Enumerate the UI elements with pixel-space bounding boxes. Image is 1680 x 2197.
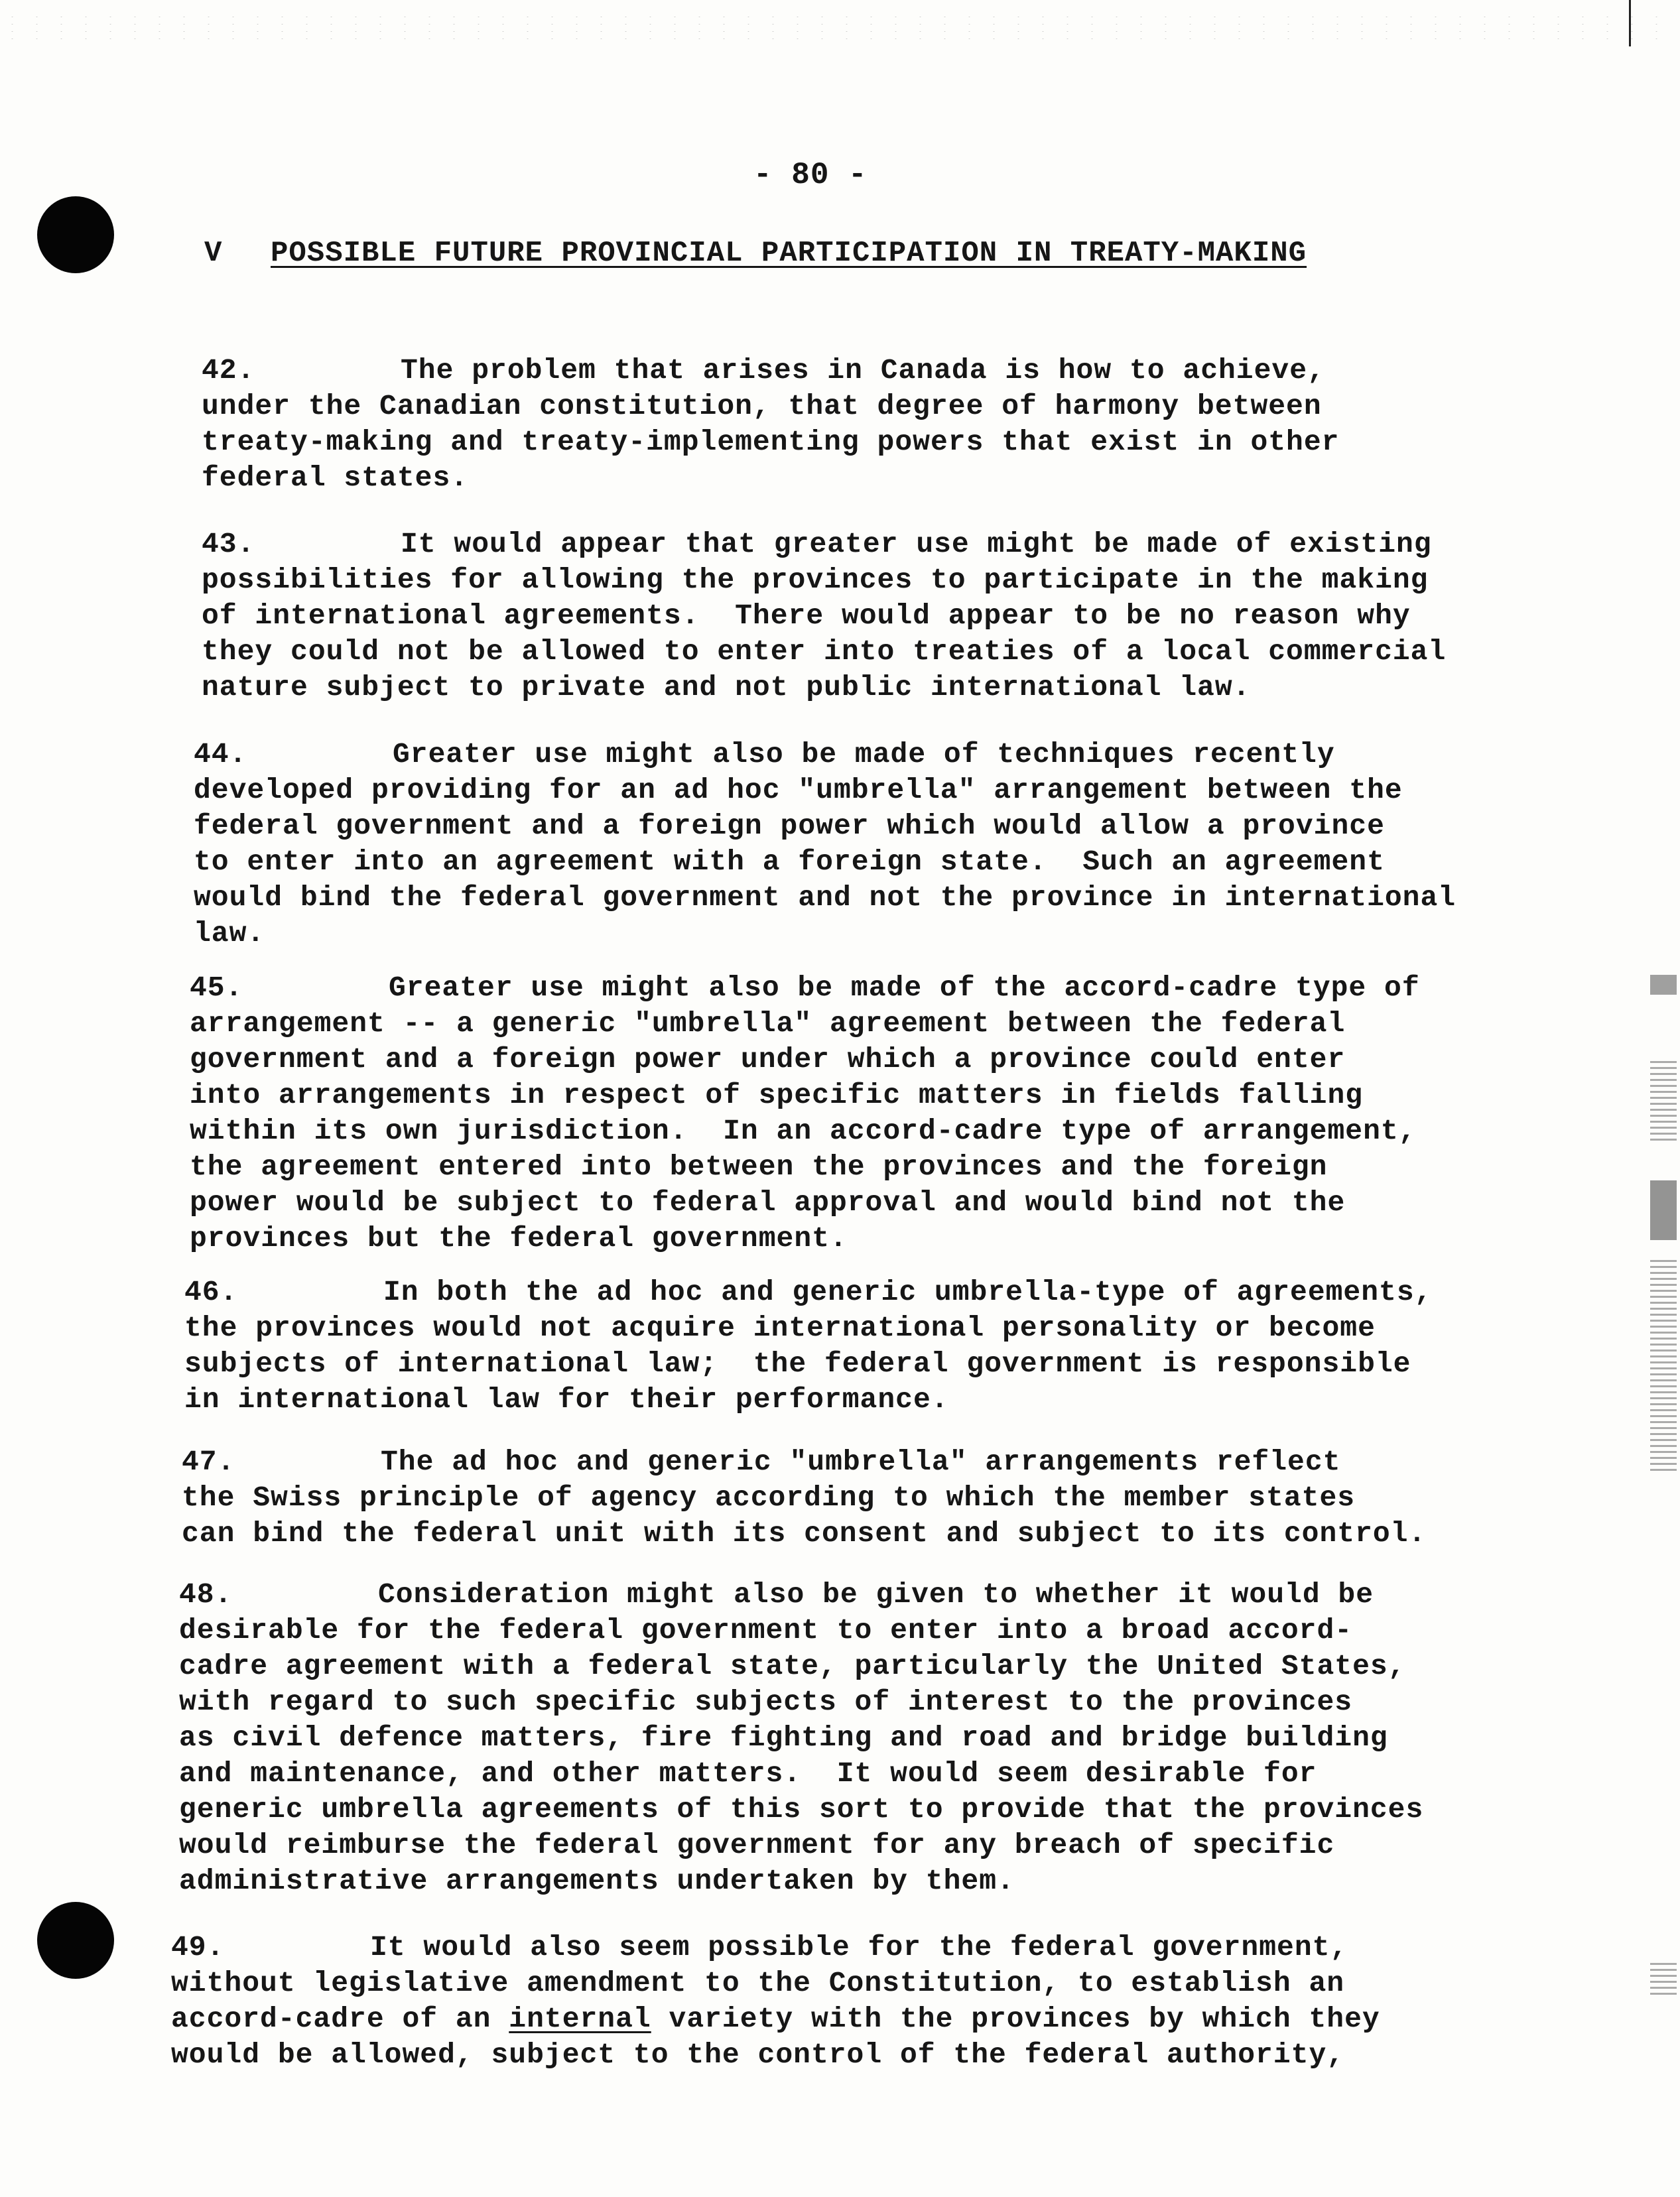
page-number: - 80 - [753, 158, 868, 192]
paragraph-line: and maintenance, and other matters. It would seem desirable for [179, 1757, 1317, 1790]
paragraph-line: of international agreements. There would appear to be no reason why [202, 599, 1411, 632]
paragraph-line: federal government and a foreign power which would allow a province [194, 810, 1385, 842]
paragraph-line: law. [194, 917, 265, 950]
paragraph-line: provinces but the federal government. [190, 1222, 848, 1255]
paragraph-number: 46. [184, 1276, 238, 1308]
section-title: POSSIBLE FUTURE PROVINCIAL PARTICIPATION IN TREATY-MAKING [271, 237, 1307, 270]
paragraph-line: with regard to such specific subjects of interest to the provinces [179, 1686, 1353, 1718]
paragraph-line: accord-cadre of an [171, 2003, 509, 2035]
punch-hole-bottom [37, 1902, 114, 1979]
paragraph-47 [182, 1444, 1426, 1552]
paragraph-48 [179, 1577, 1423, 1899]
paragraph-line: would reimburse the federal government for any breach of specific [179, 1829, 1335, 1861]
paragraph-46 [184, 1275, 1432, 1418]
paragraph-line: possibilities for allowing the provinces to participate in the making [202, 564, 1429, 596]
paragraph-line: would bind the federal government and not the province in international [194, 881, 1456, 914]
paragraph-45 [190, 970, 1420, 1257]
paragraph-line: federal states. [202, 462, 469, 494]
paragraph-line: as civil defence matters, fire fighting and road and bridge building [179, 1722, 1388, 1754]
edge-shadow [1650, 1963, 1677, 1996]
paragraph-line: developed providing for an ad hoc "umbrella" arrangement between the [194, 774, 1403, 806]
paragraph-line: Greater use might also be made of the accord-cadre type of [389, 972, 1420, 1004]
paragraph-line: In both the ad hoc and generic umbrella-type of agreements, [383, 1276, 1433, 1308]
edge-shadow [1650, 1260, 1677, 1472]
paragraph-number: 49. [171, 1931, 225, 1964]
paragraph-line: cadre agreement with a federal state, particularly the United States, [179, 1650, 1406, 1682]
paragraph-number: 44. [194, 738, 247, 771]
paragraph-line: treaty-making and treaty-implementing powers that exist in other [202, 426, 1340, 458]
paragraph-line: It would also seem possible for the federal government, [370, 1931, 1348, 1964]
paragraph-number: 42. [202, 354, 255, 387]
paragraph-line: It would appear that greater use might be made of existing [401, 528, 1432, 560]
paragraph-line: Consideration might also be given to whether it would be [378, 1578, 1374, 1611]
paragraph-line: subjects of international law; the federal government is responsible [184, 1348, 1411, 1380]
paragraph-line: to enter into an agreement with a foreign state. Such an agreement [194, 846, 1385, 878]
section-numeral: V [204, 237, 223, 270]
edge-shadow [1650, 1061, 1677, 1141]
paragraph-line: without legislative amendment to the Constitution, to establish an [171, 1967, 1345, 1999]
paragraph-line: generic umbrella agreements of this sort to provide that the provinces [179, 1793, 1424, 1826]
paragraph-line: under the Canadian constitution, that degree of harmony between [202, 390, 1322, 422]
paragraph-42 [202, 353, 1339, 496]
underlined-word: internal [509, 2003, 651, 2035]
scan-noise [0, 13, 1680, 40]
paragraph-number: 45. [190, 972, 243, 1004]
paragraph-line: can bind the federal unit with its consent and subject to its control. [182, 1517, 1427, 1550]
paragraph-line: nature subject to private and not public international law. [202, 671, 1251, 704]
paragraph-line: would be allowed, subject to the control of the federal authority, [171, 2039, 1345, 2071]
paragraph-line: they could not be allowed to enter into treaties of a local commercial [202, 635, 1447, 668]
paragraph-line: the provinces would not acquire international personality or become [184, 1312, 1376, 1344]
paragraph-43 [202, 527, 1446, 706]
paragraph-line: power would be subject to federal approval and would bind not the [190, 1186, 1346, 1219]
paragraph-44 [194, 737, 1456, 952]
paragraph-line: government and a foreign power under which a province could enter [190, 1043, 1346, 1076]
edge-shadow [1650, 975, 1677, 995]
paragraph-line: administrative arrangements undertaken by them. [179, 1865, 1015, 1897]
paragraph-line: The ad hoc and generic "umbrella" arrangements reflect [381, 1446, 1341, 1478]
paragraph-line: desirable for the federal government to enter into a broad accord- [179, 1614, 1353, 1647]
paragraph-line: The problem that arises in Canada is how to achieve, [401, 354, 1325, 387]
paragraph-line: within its own jurisdiction. In an accord-cadre type of arrangement, [190, 1115, 1417, 1147]
paragraph-line: the agreement entered into between the provinces and the foreign [190, 1151, 1328, 1183]
paragraph-line: variety with the provinces by which they [651, 2003, 1380, 2035]
paragraph-line: arrangement -- a generic "umbrella" agreement between the federal [190, 1007, 1346, 1040]
paragraph-line: Greater use might also be made of techniques recently [393, 738, 1335, 771]
paragraph-number: 47. [182, 1446, 235, 1478]
edge-shadow [1650, 1180, 1677, 1240]
paragraph-line: into arrangements in respect of specific matters in fields falling [190, 1079, 1364, 1111]
punch-hole-top [37, 196, 114, 273]
paragraph-number: 48. [179, 1578, 233, 1611]
margin-rule [1629, 0, 1631, 46]
paragraph-line: in international law for their performance. [184, 1383, 949, 1416]
paragraph-49 [171, 1930, 1380, 2073]
paragraph-number: 43. [202, 528, 255, 560]
section-heading [204, 233, 1307, 273]
paragraph-line: the Swiss principle of agency according to which the member states [182, 1481, 1356, 1514]
